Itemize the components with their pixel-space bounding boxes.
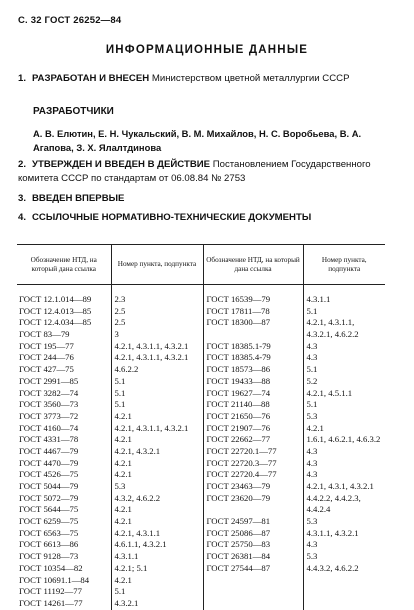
clause-number-cell: 4.4.3.2, 4.6.2.2	[303, 563, 385, 575]
clause-number-cell: 4.6.2.2	[111, 364, 203, 376]
table-row	[17, 586, 385, 598]
ntd-designation-cell: ГОСТ 16539—79	[203, 285, 303, 306]
section-4-number: 4.	[18, 212, 27, 223]
ntd-designation-cell: ГОСТ 12.4.013—85	[19, 305, 92, 316]
ntd-designation-cell: ГОСТ 3282—74	[19, 387, 79, 398]
page-header: С. 32 ГОСТ 26252—84	[18, 15, 122, 26]
table-row	[17, 563, 385, 575]
clause-number-cell: 5.2	[303, 376, 385, 388]
section-3	[18, 192, 398, 206]
section-2	[18, 158, 398, 186]
ntd-designation-cell: ГОСТ 25086—87	[203, 528, 303, 540]
clause-number-cell: 4.6.1.1, 4.3.2.1	[111, 539, 203, 551]
clause-number-cell: 5.1	[111, 388, 203, 400]
ntd-designation-cell: ГОСТ 4331—78	[19, 434, 79, 445]
section-2-number: 2.	[18, 159, 27, 170]
section-1	[18, 72, 398, 86]
clause-number-cell: 4.3	[303, 341, 385, 353]
clause-number-cell: 4.2.1, 4.3.2.1	[111, 446, 203, 458]
clause-number-cell: 4.2.1, 4.3.1.1, 4.3.2.1	[111, 423, 203, 435]
ntd-designation-cell: ГОСТ 26381—84	[203, 551, 303, 563]
authors-list: А. В. Елютин, Е. Н. Чукальский, В. М. Михайлов, Н. С. Воробьева, В. А. Агапова, З. Х. Ялалтдинова	[33, 128, 362, 153]
table-row	[17, 434, 385, 446]
clause-number-cell: 4.2.1	[111, 575, 203, 587]
references-table	[17, 244, 385, 610]
clause-number-cell: 5.3	[303, 516, 385, 528]
ntd-designation-cell: ГОСТ 10354—82	[19, 562, 83, 573]
clause-number-cell: 4.2.1, 4.5.1.1	[303, 388, 385, 400]
table-row	[17, 364, 385, 376]
clause-number-cell: 4.3	[303, 539, 385, 551]
ntd-designation-cell: ГОСТ 3560—73	[19, 399, 79, 410]
table-row	[17, 399, 385, 411]
ntd-designation-cell: ГОСТ 18385.1-79	[203, 341, 303, 353]
clause-number-cell: 4.4.2.4	[303, 504, 385, 516]
clause-number-cell: 2.5	[111, 306, 203, 318]
ntd-designation-cell: ГОСТ 19433—88	[203, 376, 303, 388]
ntd-designation-cell: ГОСТ 4467—79	[19, 445, 79, 456]
ntd-designation-cell: ГОСТ 2991—85	[19, 375, 79, 386]
ntd-designation-cell: ГОСТ 5072—79	[19, 492, 79, 503]
clause-number-cell: 5.1	[111, 376, 203, 388]
clause-number-cell: 5.1	[303, 399, 385, 411]
table-header-row	[17, 245, 385, 285]
clause-number-cell: 4.2.1	[111, 516, 203, 528]
clause-number-cell: 4.2.1, 4.3.1.1	[111, 528, 203, 540]
table-row	[17, 317, 385, 329]
table-row	[17, 493, 385, 505]
ntd-designation-cell: ГОСТ 18385.4-79	[203, 352, 303, 364]
ntd-designation-cell: ГОСТ 14261—77	[19, 597, 83, 608]
table-row	[17, 352, 385, 364]
ntd-designation-cell: ГОСТ 6259—75	[19, 516, 79, 527]
ntd-designation-cell	[203, 575, 303, 587]
table-row	[17, 575, 385, 587]
table-row	[17, 411, 385, 423]
ntd-designation-cell: ГОСТ 21650—76	[203, 411, 303, 423]
ntd-designation-cell: ГОСТ 22662—77	[203, 434, 303, 446]
ntd-designation-cell: ГОСТ 24597—81	[203, 516, 303, 528]
clause-number-cell: 4.2.1	[111, 458, 203, 470]
clause-number-cell: 4.3.1.1, 4.3.2.1	[303, 528, 385, 540]
section-1-number: 1.	[18, 73, 27, 84]
clause-number-cell: 4.3.1.1	[111, 551, 203, 563]
clause-number-cell: 1.6.1, 4.6.2.1, 4.6.3.2	[303, 434, 385, 446]
ntd-designation-cell: ГОСТ 23620—79	[203, 493, 303, 505]
clause-number-cell: 5.3	[303, 551, 385, 563]
clause-number-cell: 4.3	[303, 458, 385, 470]
clause-number-cell: 5.3	[111, 481, 203, 493]
table-row	[17, 423, 385, 435]
table-row	[17, 329, 385, 341]
ntd-designation-cell	[203, 504, 303, 516]
ntd-designation-cell	[203, 586, 303, 598]
table-row	[17, 551, 385, 563]
document-title: ИНФОРМАЦИОННЫЕ ДАННЫЕ	[105, 44, 309, 56]
ntd-designation-cell: ГОСТ 10691.1—84	[19, 574, 90, 585]
clause-number-cell: 4.2.1	[111, 434, 203, 446]
ntd-designation-cell: ГОСТ 23463—79	[203, 481, 303, 493]
clause-number-cell: 4.3.2.1, 4.6.2.2	[303, 329, 385, 341]
clause-number-cell: 4.3.2, 4.6.2.2	[111, 493, 203, 505]
ntd-designation-cell: ГОСТ 12.1.014—89	[19, 294, 92, 304]
table-row	[17, 504, 385, 516]
clause-number-cell: 4.3	[303, 446, 385, 458]
ntd-designation-cell: ГОСТ 6613—86	[19, 539, 79, 550]
clause-number-cell: 4.2.1, 4.3.1, 4.3.2.1	[303, 481, 385, 493]
table-row	[17, 458, 385, 470]
clause-number-cell: 5.1	[303, 306, 385, 318]
table-row	[17, 376, 385, 388]
ntd-designation-cell: ГОСТ 18300—87	[203, 317, 303, 329]
clause-number-cell	[303, 586, 385, 598]
table-row	[17, 446, 385, 458]
section-3-heading: ВВЕДЕН ВПЕРВЫЕ	[32, 193, 125, 204]
ntd-designation-cell: ГОСТ 17811—78	[203, 306, 303, 318]
table-row	[17, 516, 385, 528]
ntd-designation-cell: ГОСТ 4160—74	[19, 422, 79, 433]
ntd-designation-cell: ГОСТ 11192—77	[19, 586, 82, 597]
clause-number-cell: 4.2.1	[111, 504, 203, 516]
ntd-designation-cell: ГОСТ 21907—76	[203, 423, 303, 435]
ntd-designation-cell: ГОСТ 5044—79	[19, 481, 79, 491]
clause-number-cell: 4.3.1.1	[303, 285, 385, 306]
clause-number-cell: 5.1	[111, 399, 203, 411]
section-1-text: Министерством цветной металлургии СССР	[149, 73, 350, 84]
developers-label: РАЗРАБОТЧИКИ	[33, 106, 114, 117]
ntd-designation-cell: ГОСТ 427—75	[19, 364, 74, 375]
header-ntd-designation: Обозначение НТД, на который дана ссылка	[17, 245, 111, 285]
ntd-designation-cell: ГОСТ 83—79	[19, 329, 70, 340]
table-row	[17, 306, 385, 318]
table-row	[17, 285, 385, 306]
ntd-designation-cell: ГОСТ 18573—86	[203, 364, 303, 376]
table-body	[17, 285, 385, 610]
table-row	[17, 469, 385, 481]
ntd-designation-cell: ГОСТ 19627—74	[203, 388, 303, 400]
section-2-heading: УТВЕРЖДЕН И ВВЕДЕН В ДЕЙСТВИЕ	[32, 159, 211, 170]
clause-number-cell: 4.3	[303, 352, 385, 364]
table-row	[17, 481, 385, 493]
table-row	[17, 341, 385, 353]
header-clause-number: Номер пункта, подпункта	[111, 245, 203, 285]
clause-number-cell: 2.5	[111, 317, 203, 329]
clause-number-cell	[303, 575, 385, 587]
section-1-heading: РАЗРАБОТАН И ВНЕСЕН	[32, 73, 150, 84]
header-ntd-designation: Обозначение НТД, на который дана ссылка	[203, 245, 303, 285]
ntd-designation-cell: ГОСТ 22720.3—77	[203, 458, 303, 470]
clause-number-cell: 5.1	[303, 364, 385, 376]
ntd-designation-cell: ГОСТ 27544—87	[203, 563, 303, 575]
section-4	[18, 211, 398, 225]
clause-number-cell: 3	[111, 329, 203, 341]
ntd-designation-cell: ГОСТ 5644—75	[19, 504, 79, 515]
clause-number-cell: 4.4.2.2, 4.4.2.3,	[303, 493, 385, 505]
ntd-designation-cell: ГОСТ 12.4.034—85	[19, 317, 92, 328]
table-row	[17, 539, 385, 551]
ntd-designation-cell: ГОСТ 244—76	[19, 352, 74, 363]
ntd-designation-cell: ГОСТ 195—77	[19, 340, 74, 351]
clause-number-cell: 4.3.2.1	[111, 598, 203, 610]
ntd-designation-cell: ГОСТ 4470—79	[19, 457, 79, 468]
clause-number-cell: 2.3	[111, 285, 203, 306]
clause-number-cell: 4.2.1	[303, 423, 385, 435]
clause-number-cell: 4.3	[303, 469, 385, 481]
clause-number-cell: 4.2.1; 5.1	[111, 563, 203, 575]
section-2-text: Постановлением Государственного комитета СССР по стандартам от 06.08.84 № 2753	[18, 159, 371, 184]
section-4-heading: ССЫЛОЧНЫЕ НОРМАТИВНО-ТЕХНИЧЕСКИЕ ДОКУМЕНТЫ	[32, 212, 312, 223]
header-clause-number: Номер пункта, подпункта	[303, 245, 385, 285]
table-row	[17, 388, 385, 400]
ntd-designation-cell: ГОСТ 22720.4—77	[203, 469, 303, 481]
clause-number-cell: 4.2.1	[111, 469, 203, 481]
clause-number-cell: 5.1	[111, 586, 203, 598]
ntd-designation-cell	[203, 329, 303, 341]
table-row	[17, 528, 385, 540]
section-3-number: 3.	[18, 193, 27, 204]
ntd-designation-cell: ГОСТ 21140—88	[203, 399, 303, 411]
clause-number-cell: 4.2.1, 4.3.1.1, 4.3.2.1	[111, 341, 203, 353]
clause-number-cell: 5.3	[303, 411, 385, 423]
clause-number-cell: 4.2.1	[111, 411, 203, 423]
clause-number-cell: 4.2.1, 4.3.1.1, 4.3.2.1	[111, 352, 203, 364]
ntd-designation-cell: ГОСТ 25750—83	[203, 539, 303, 551]
ntd-designation-cell: ГОСТ 3773—72	[19, 410, 79, 421]
ntd-designation-cell: ГОСТ 6563—75	[19, 527, 79, 538]
ntd-designation-cell: ГОСТ 9128—73	[19, 551, 79, 562]
clause-number-cell: 4.2.1, 4.3.1.1,	[303, 317, 385, 329]
ntd-designation-cell: ГОСТ 22720.1—77	[203, 446, 303, 458]
ntd-designation-cell: ГОСТ 4526—75	[19, 469, 79, 480]
